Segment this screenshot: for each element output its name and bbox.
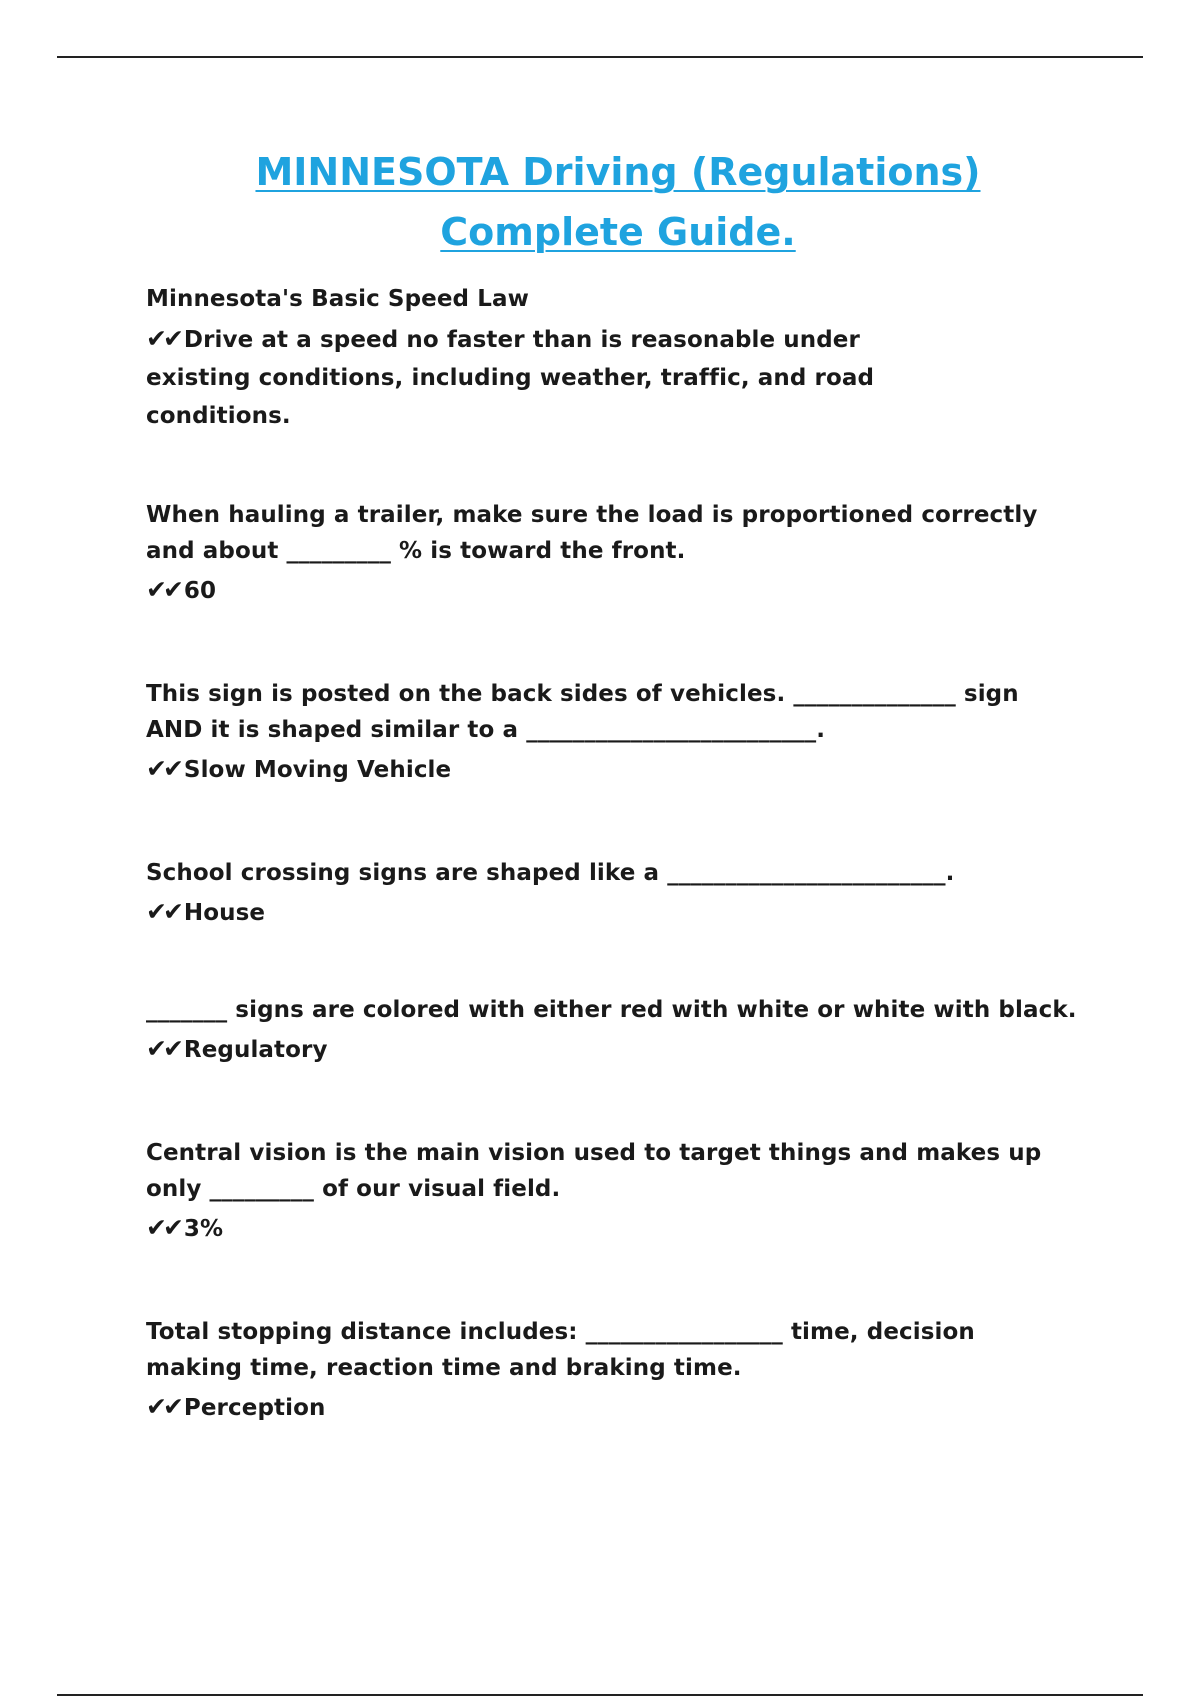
bottom-rule [57, 1694, 1143, 1696]
answer-line [146, 571, 1086, 610]
answer-line [146, 1388, 1006, 1427]
answer-line [146, 750, 1026, 789]
page-title [0, 142, 1200, 262]
qa-item-4 [146, 855, 1086, 932]
title-line-1: MINNESOTA Driving (Regulations) [255, 150, 981, 194]
answer-text: Drive at a speed no faster than is reasonable under existing conditions, including weather, traffic, and road conditions. [146, 327, 875, 429]
question-text: This sign is posted on the back sides of vehicles. ______________ sign AND it is shaped similar to a _________________________. [146, 681, 1019, 743]
answer-text: Perception [183, 1395, 326, 1421]
check-icon: ✔✔ [146, 1034, 180, 1063]
top-rule [57, 56, 1143, 58]
check-icon: ✔✔ [146, 754, 180, 783]
answer-text: 3% [183, 1216, 224, 1242]
answer-line [146, 1209, 1086, 1248]
question-text: School crossing signs are shaped like a ________________________. [146, 860, 955, 886]
qa-item-3 [146, 676, 1026, 789]
answer-text: Slow Moving Vehicle [183, 757, 452, 783]
check-icon: ✔✔ [146, 324, 180, 353]
answer-text: House [183, 900, 266, 926]
answer-line [146, 893, 1086, 932]
title-line-2: Complete Guide. [440, 210, 796, 254]
answer-line [146, 320, 946, 435]
check-icon: ✔✔ [146, 897, 180, 926]
qa-item-2 [146, 497, 1086, 610]
question-text: When hauling a trailer, make sure the load is proportioned correctly and about _________ % is toward the front. [146, 502, 1038, 564]
question-text: Total stopping distance includes: _________________ time, decision making time, reaction time and braking time. [146, 1319, 975, 1381]
check-icon: ✔✔ [146, 1213, 180, 1242]
check-icon: ✔✔ [146, 1392, 180, 1421]
answer-text: 60 [183, 578, 217, 604]
answer-text: Regulatory [183, 1037, 328, 1063]
qa-list [146, 282, 1086, 1427]
qa-item-1 [146, 282, 946, 435]
qa-item-5 [146, 992, 1086, 1069]
check-icon: ✔✔ [146, 575, 180, 604]
question-text: Minnesota's Basic Speed Law [146, 286, 529, 312]
qa-item-7 [146, 1314, 1006, 1427]
question-text: Central vision is the main vision used to target things and makes up only _________ of our visual field. [146, 1140, 1042, 1202]
answer-line [146, 1030, 1086, 1069]
question-text: _______ signs are colored with either red with white or white with black. [146, 997, 1077, 1023]
qa-item-6 [146, 1135, 1086, 1248]
